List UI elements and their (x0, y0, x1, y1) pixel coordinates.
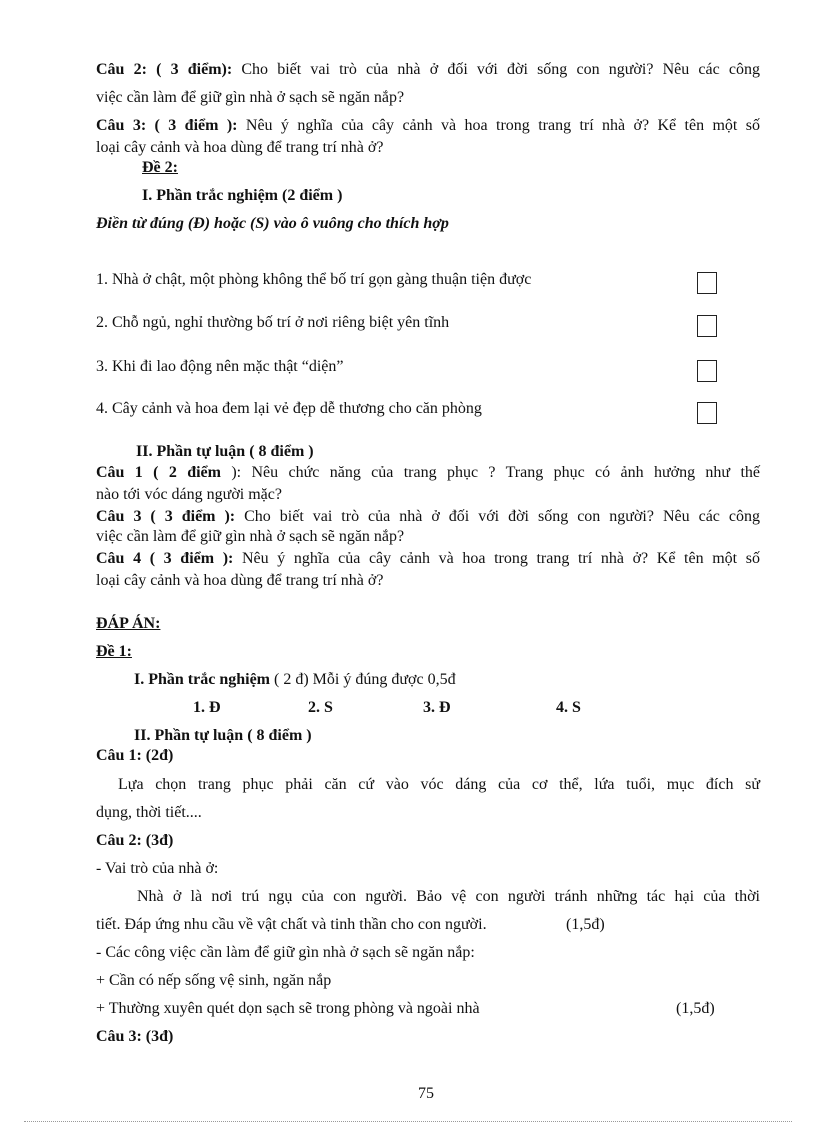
answer-c2-label: Câu 2: (3đ) (96, 832, 174, 849)
de2-q3-label: Câu 3 ( 3 điểm ): (96, 508, 236, 525)
q3-text: Nêu ý nghĩa của cây cảnh và hoa trong trang trí nhà ở? Kể tên một số (237, 117, 760, 134)
de2-q3-line2: việc cần làm để giữ gìn nhà ở sạch sẽ ngăn nắp? (96, 528, 405, 545)
q3-line2: loại cây cảnh và hoa dùng để trang trí nhà ở? (96, 139, 384, 156)
tf-answer-box-2[interactable] (697, 315, 717, 337)
de2-title: Đề 2: (142, 159, 178, 176)
de2-q4-line1 (96, 549, 760, 569)
q3-label: Câu 3: ( 3 điểm ): (96, 117, 238, 134)
de2-q4-line2: loại cây cảnh và hoa dùng để trang trí nhà ở? (96, 572, 384, 589)
mc-answer-2: 2. S (308, 699, 333, 716)
answer-c1-line2: dụng, thời tiết.... (96, 804, 202, 821)
de2-q4-label: Câu 4 ( 3 điểm ): (96, 550, 234, 567)
de2-instruction: Điền từ đúng (Đ) hoặc (S) vào ô vuông cho thích hợp (96, 215, 449, 232)
tf-answer-box-1[interactable] (697, 272, 717, 294)
tf-item-3: 3. Khi đi lao động nên mặc thật “diện” (96, 358, 344, 375)
answer-c2-score1: (1,5đ) (566, 916, 605, 933)
answers-de1: Đề 1: (96, 643, 132, 660)
answer-c1-label: Câu 1: (2đ) (96, 747, 174, 764)
tf-answer-box-4[interactable] (697, 402, 717, 424)
tf-item-1: 1. Nhà ở chật, một phòng không thể bố trí gọn gàng thuận tiện được (96, 271, 532, 288)
page-number: 75 (418, 1085, 434, 1102)
answer-c2-role: - Vai trò của nhà ở: (96, 860, 219, 877)
answer-c3-label: Câu 3: (3đ) (96, 1028, 174, 1045)
answer-c2-bullet2: + Thường xuyên quét dọn sạch sẽ trong phòng và ngoài nhà (96, 1000, 480, 1017)
answer-c2-line2 (96, 915, 760, 935)
answer-c2-score2: (1,5đ) (676, 1000, 715, 1017)
q3-line1 (96, 116, 760, 136)
q2-line1 (96, 60, 760, 80)
answers-part1 (134, 670, 798, 690)
q2-line2: việc cần làm để giữ gìn nhà ở sạch sẽ ngăn nắp? (96, 89, 405, 106)
tf-item-4: 4. Cây cảnh và hoa đem lại vẻ đẹp dễ thương cho căn phòng (96, 400, 482, 417)
mc-answer-1: 1. Đ (193, 699, 221, 716)
de2-q1-line1 (96, 463, 760, 483)
tf-item-2: 2. Chỗ ngủ, nghỉ thường bố trí ở nơi riêng biệt yên tĩnh (96, 314, 450, 331)
tf-answer-box-3[interactable] (697, 360, 717, 382)
de2-q3-line1 (96, 507, 760, 527)
de2-q1-text: ): Nêu chức năng của trang phục ? Trang phục có ảnh hưởng như thế (231, 464, 761, 481)
q2-label: Câu 2: ( 3 điểm): (96, 61, 233, 78)
de2-q1-label: Câu 1 (96, 464, 143, 481)
mc-answer-3: 3. Đ (423, 699, 451, 716)
answer-c2-text2: tiết. Đáp ứng nhu cầu về vật chất và tinh thần cho con người. (96, 916, 487, 933)
de2-q1-line2: nào tới vóc dáng người mặc? (96, 486, 282, 503)
answers-part1-note: ( 2 đ) Mỗi ý đúng được 0,5đ (270, 671, 456, 688)
de2-q4-text: Nêu ý nghĩa của cây cảnh và hoa trong trang trí nhà ở? Kể tên một số (233, 550, 760, 567)
mc-answer-4: 4. S (556, 699, 581, 716)
de2-part1-title: I. Phần trắc nghiệm (2 điểm ) (142, 187, 343, 204)
answer-c2-bullet1: + Cần có nếp sống vệ sinh, ngăn nắp (96, 972, 332, 989)
answers-part1-title: I. Phần trắc nghiệm (134, 671, 270, 688)
answer-c1-line1: Lựa chọn trang phục phải căn cứ vào vóc dáng của cơ thể, lứa tuổi, mục đích sử (118, 776, 760, 793)
de2-part2-title: II. Phần tự luận ( 8 điểm ) (136, 443, 314, 460)
q2-text: Cho biết vai trò của nhà ở đối với đời sống con người? Nêu các công (232, 61, 760, 78)
de2-q3-text: Cho biết vai trò của nhà ở đối với đời sống con người? Nêu các công (235, 508, 760, 525)
answer-c2-line1: Nhà ở là nơi trú ngụ của con người. Bảo vệ con người tránh những tác hại của thời (137, 888, 760, 905)
de2-q1-score: ( 2 điểm (142, 464, 232, 481)
answers-title: ĐÁP ÁN: (96, 615, 161, 632)
answer-c2-work: - Các công việc cần làm để giữ gìn nhà ở sạch sẽ ngăn nắp: (96, 944, 475, 961)
answers-part2-title: II. Phần tự luận ( 8 điểm ) (134, 727, 312, 744)
page-bottom-divider (24, 1121, 792, 1122)
